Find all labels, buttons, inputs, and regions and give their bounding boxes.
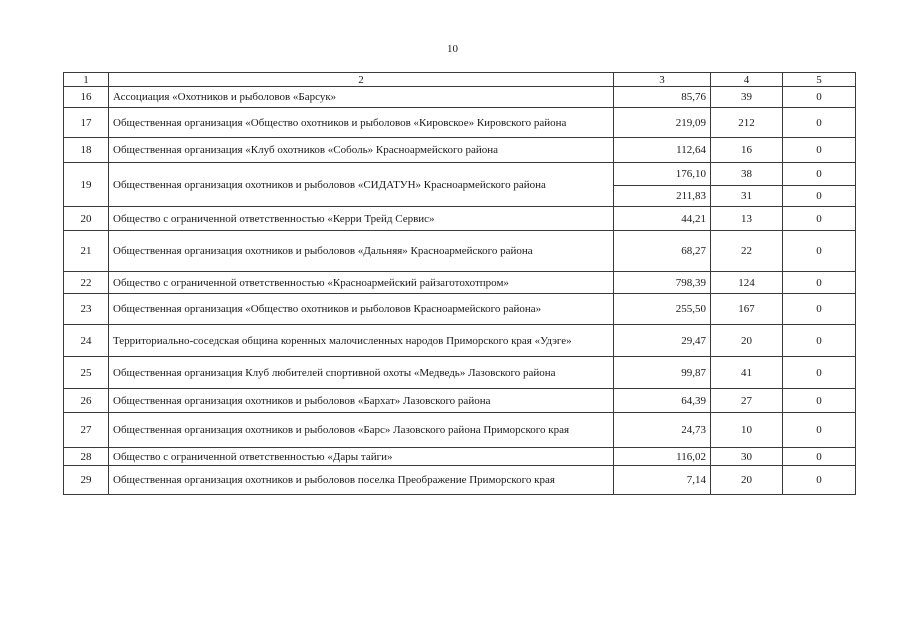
column-4-value: 167 bbox=[711, 294, 783, 325]
table-row bbox=[64, 413, 856, 448]
row-number: 20 bbox=[64, 207, 109, 231]
table-row bbox=[64, 466, 856, 495]
column-5-value: 0 bbox=[783, 87, 856, 108]
table-row bbox=[64, 138, 856, 163]
column-5-value: 0 bbox=[783, 466, 856, 495]
organization-name: Общественная организация «Клуб охотников «Соболь» Красноармейского района bbox=[109, 138, 614, 163]
table-body bbox=[64, 87, 856, 495]
organization-name: Общественная организация охотников и рыболовов «Барс» Лазовского района Приморского края bbox=[109, 413, 614, 448]
row-number: 25 bbox=[64, 357, 109, 389]
page-number: 10 bbox=[447, 43, 458, 55]
table-row bbox=[64, 389, 856, 413]
column-4-value: 22 bbox=[711, 231, 783, 272]
table-row bbox=[64, 87, 856, 108]
area-value: 64,39 bbox=[614, 389, 711, 413]
column-5-value: 0 bbox=[783, 294, 856, 325]
organization-name: Общественная организация «Общество охотников и рыболовов Красноармейского района» bbox=[109, 294, 614, 325]
row-number: 29 bbox=[64, 466, 109, 495]
area-value: 112,64 bbox=[614, 138, 711, 163]
row-number: 23 bbox=[64, 294, 109, 325]
table-row bbox=[64, 357, 856, 389]
area-value: 85,76 bbox=[614, 87, 711, 108]
row-number: 24 bbox=[64, 325, 109, 357]
table-row bbox=[64, 448, 856, 466]
column-4-value: 41 bbox=[711, 357, 783, 389]
table-header-row bbox=[64, 73, 856, 87]
column-5-value: 0 bbox=[783, 357, 856, 389]
table-row bbox=[64, 294, 856, 325]
area-value: 68,27 bbox=[614, 231, 711, 272]
area-value: 7,14 bbox=[614, 466, 711, 495]
table-row bbox=[64, 108, 856, 138]
organization-name: Общественная организация Клуб любителей спортивной охоты «Медведь» Лазовского района bbox=[109, 357, 614, 389]
column-4-value: 38 bbox=[711, 163, 783, 186]
column-5-value: 0 bbox=[783, 207, 856, 231]
area-value: 219,09 bbox=[614, 108, 711, 138]
area-value: 44,21 bbox=[614, 207, 711, 231]
row-number: 21 bbox=[64, 231, 109, 272]
column-5-value: 0 bbox=[783, 231, 856, 272]
column-4-value: 13 bbox=[711, 207, 783, 231]
row-number: 17 bbox=[64, 108, 109, 138]
table-row bbox=[64, 325, 856, 357]
column-5-value: 0 bbox=[783, 448, 856, 466]
table-row bbox=[64, 231, 856, 272]
area-value: 211,83 bbox=[614, 186, 711, 207]
row-number: 19 bbox=[64, 163, 109, 207]
area-value: 255,50 bbox=[614, 294, 711, 325]
row-number: 16 bbox=[64, 87, 109, 108]
organization-name: Общественная организация «Общество охотников и рыболовов «Кировское» Кировского района bbox=[109, 108, 614, 138]
column-5-value: 0 bbox=[783, 272, 856, 294]
column-5-value: 0 bbox=[783, 186, 856, 207]
table-row bbox=[64, 207, 856, 231]
column-4-value: 30 bbox=[711, 448, 783, 466]
column-5-value: 0 bbox=[783, 413, 856, 448]
organization-name: Ассоциация «Охотников и рыболовов «Барсук» bbox=[109, 87, 614, 108]
column-4-value: 20 bbox=[711, 325, 783, 357]
row-number: 26 bbox=[64, 389, 109, 413]
column-header-3: 3 bbox=[614, 73, 711, 87]
column-4-value: 16 bbox=[711, 138, 783, 163]
column-4-value: 124 bbox=[711, 272, 783, 294]
column-5-value: 0 bbox=[783, 325, 856, 357]
area-value: 29,47 bbox=[614, 325, 711, 357]
area-value: 116,02 bbox=[614, 448, 711, 466]
column-5-value: 0 bbox=[783, 108, 856, 138]
row-number: 28 bbox=[64, 448, 109, 466]
area-value: 99,87 bbox=[614, 357, 711, 389]
column-5-value: 0 bbox=[783, 389, 856, 413]
column-5-value: 0 bbox=[783, 138, 856, 163]
row-number: 18 bbox=[64, 138, 109, 163]
organization-name: Общественная организация охотников и рыболовов поселка Преображение Приморского края bbox=[109, 466, 614, 495]
column-header-4: 4 bbox=[711, 73, 783, 87]
column-5-value: 0 bbox=[783, 163, 856, 186]
organization-name: Общественная организация охотников и рыболовов «СИДАТУН» Красноармейского района bbox=[109, 163, 614, 207]
row-number: 22 bbox=[64, 272, 109, 294]
organization-name: Территориально-соседская община коренных малочисленных народов Приморского края «Удэге» bbox=[109, 325, 614, 357]
column-header-2: 2 bbox=[109, 73, 614, 87]
column-4-value: 20 bbox=[711, 466, 783, 495]
column-header-5: 5 bbox=[783, 73, 856, 87]
organization-name: Общественная организация охотников и рыболовов «Бархат» Лазовского района bbox=[109, 389, 614, 413]
column-4-value: 39 bbox=[711, 87, 783, 108]
table-row bbox=[64, 272, 856, 294]
table-row bbox=[64, 163, 856, 186]
area-value: 176,10 bbox=[614, 163, 711, 186]
area-value: 798,39 bbox=[614, 272, 711, 294]
column-4-value: 212 bbox=[711, 108, 783, 138]
column-4-value: 27 bbox=[711, 389, 783, 413]
organization-name: Общество с ограниченной ответственностью «Керри Трейд Сервис» bbox=[109, 207, 614, 231]
column-header-1: 1 bbox=[64, 73, 109, 87]
organization-name: Общественная организация охотников и рыболовов «Дальняя» Красноармейского района bbox=[109, 231, 614, 272]
organization-name: Общество с ограниченной ответственностью «Дары тайги» bbox=[109, 448, 614, 466]
row-number: 27 bbox=[64, 413, 109, 448]
column-4-value: 31 bbox=[711, 186, 783, 207]
area-value: 24,73 bbox=[614, 413, 711, 448]
organization-name: Общество с ограниченной ответственностью «Красноармейский райзаготохотпром» bbox=[109, 272, 614, 294]
column-4-value: 10 bbox=[711, 413, 783, 448]
hunting-grounds-table bbox=[63, 72, 856, 495]
